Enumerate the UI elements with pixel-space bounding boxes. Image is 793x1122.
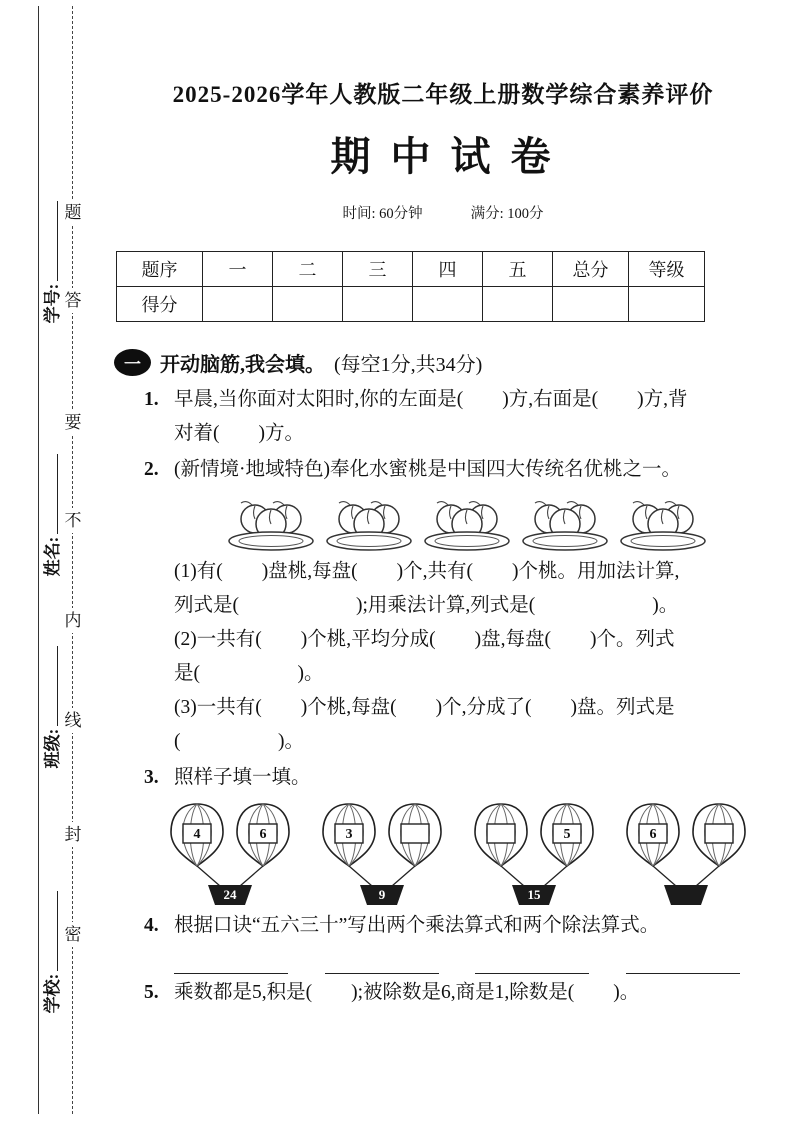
score-table: [116, 251, 705, 322]
score-col-header: 四: [413, 252, 483, 287]
question-2-intro: (新情境·地域特色)奉化水蜜桃是中国四大传统名优桃之一。: [174, 459, 681, 480]
class-field: [39, 617, 61, 797]
balloon-group-4: [620, 801, 752, 907]
question-1: [144, 383, 774, 451]
question-3-number: 3.: [144, 767, 159, 788]
score-cell: [553, 287, 629, 322]
seal-text-char: 要: [62, 410, 84, 435]
question-2-part2-line1: (2)一共有( )个桃,平均分成( )盘,每盘( )个。列式: [174, 629, 675, 650]
section-one-badge: 一: [114, 349, 151, 376]
answer-blank: [325, 953, 439, 974]
question-5-text: 乘数都是5,积是( );被除数是6,商是1,除数是( )。: [174, 982, 640, 1003]
seal-dashed-line: [72, 6, 73, 1114]
question-4-answer-blanks: [174, 953, 740, 974]
paper-title: 期 中 试 卷: [330, 134, 556, 179]
seal-text-char: 封: [62, 822, 84, 847]
score-col-header: 三: [343, 252, 413, 287]
question-1-number: 1.: [144, 389, 159, 410]
question-4-number: 4.: [144, 915, 159, 936]
class-blank: [42, 646, 58, 726]
score-cell: [483, 287, 553, 322]
basket-value: 24: [223, 887, 237, 902]
score-col-header: 五: [483, 252, 553, 287]
section-one-heading: [114, 348, 774, 377]
balloon-value: 3: [345, 827, 353, 842]
school-label: 学校:: [42, 973, 62, 1014]
seal-text-char: 不: [62, 508, 84, 533]
seal-text-char: 内: [62, 608, 84, 633]
section-one-title: 开动脑筋,我会填。: [160, 354, 325, 376]
answer-blank: [626, 953, 740, 974]
balloon-value: 5: [563, 827, 571, 842]
question-3: [144, 761, 774, 907]
main-content: [112, 0, 774, 1010]
peach-plates-illustration: [160, 491, 774, 553]
answer-blank: [475, 953, 589, 974]
seal-text-char: 线: [62, 708, 84, 733]
peach-plate-image: [617, 491, 709, 553]
score-table-score-row: [117, 287, 705, 322]
question-4-text: 根据口诀“五六三十”写出两个乘法算式和两个除法算式。: [174, 915, 660, 936]
seal-text-char: 题: [62, 200, 84, 225]
question-5-number: 5.: [144, 982, 159, 1003]
full-score: 满分: 100分: [470, 206, 544, 222]
basket-value: 15: [527, 887, 541, 902]
question-2-part3-line1: (3)一共有( )个桃,每盘( )个,分成了( )盘。列式是: [174, 697, 675, 718]
balloon-value: 4: [193, 827, 201, 842]
balloon-value: 6: [259, 827, 267, 842]
question-1-line1: 早晨,当你面对太阳时,你的左面是( )方,右面是( )方,背: [174, 389, 688, 410]
balloon-exercise: [164, 801, 752, 907]
question-2-part1-line2: 列式是( );用乘法计算,列式是( )。: [174, 595, 679, 616]
student-number-label: 学号:: [42, 283, 62, 324]
section-one-note: (每空1分,共34分): [334, 354, 483, 376]
score-col-header: 二: [273, 252, 343, 287]
score-cell: [413, 287, 483, 322]
school-field: [39, 862, 61, 1042]
score-col-header: 一: [203, 252, 273, 287]
peach-plate-image: [323, 491, 415, 553]
time-limit: 时间: 60分钟: [342, 206, 423, 222]
balloon-group-1: [164, 801, 296, 907]
question-4: [144, 909, 774, 974]
balloon-value: 6: [649, 827, 657, 842]
balloon-group-3: [468, 801, 600, 907]
question-list: [112, 383, 774, 1010]
student-name-blank: [42, 454, 58, 534]
question-3-title: 照样子填一填。: [174, 767, 311, 788]
score-cell: [203, 287, 273, 322]
student-number-field: [39, 172, 61, 352]
question-2-number: 2.: [144, 459, 159, 480]
question-1-line2: 对着( )方。: [174, 423, 304, 444]
basket-value: 9: [378, 887, 386, 902]
score-cell: [343, 287, 413, 322]
score-row-label: 得分: [117, 287, 203, 322]
score-col-header: 总分: [553, 252, 629, 287]
question-5: [144, 976, 774, 1010]
score-col-header: 题序: [117, 252, 203, 287]
seal-text-char: 答: [62, 288, 84, 313]
peach-plate-image: [225, 491, 317, 553]
peach-plate-image: [421, 491, 513, 553]
score-cell: [273, 287, 343, 322]
answer-blank: [174, 953, 288, 974]
question-2-part3-line2: ( )。: [174, 731, 304, 752]
balloon-group-2: [316, 801, 448, 907]
class-label: 班级:: [42, 728, 62, 769]
score-table-header-row: [117, 252, 705, 287]
peach-plate-image: [519, 491, 611, 553]
score-col-header: 等级: [629, 252, 705, 287]
course-title: 2025-2026学年人教版二年级上册数学综合素养评价: [172, 82, 714, 107]
question-2-part2-line2: 是( )。: [174, 663, 324, 684]
student-number-blank: [42, 201, 58, 281]
student-name-field: [39, 425, 61, 605]
paper-meta: [112, 202, 774, 223]
seal-text-char: 密: [62, 922, 84, 947]
question-2-part1-line1: (1)有( )盘桃,每盘( )个,共有( )个桃。用加法计算,: [174, 561, 680, 582]
student-name-label: 姓名:: [42, 536, 62, 577]
score-cell: [629, 287, 705, 322]
question-2: [144, 453, 774, 759]
school-blank: [42, 891, 58, 971]
